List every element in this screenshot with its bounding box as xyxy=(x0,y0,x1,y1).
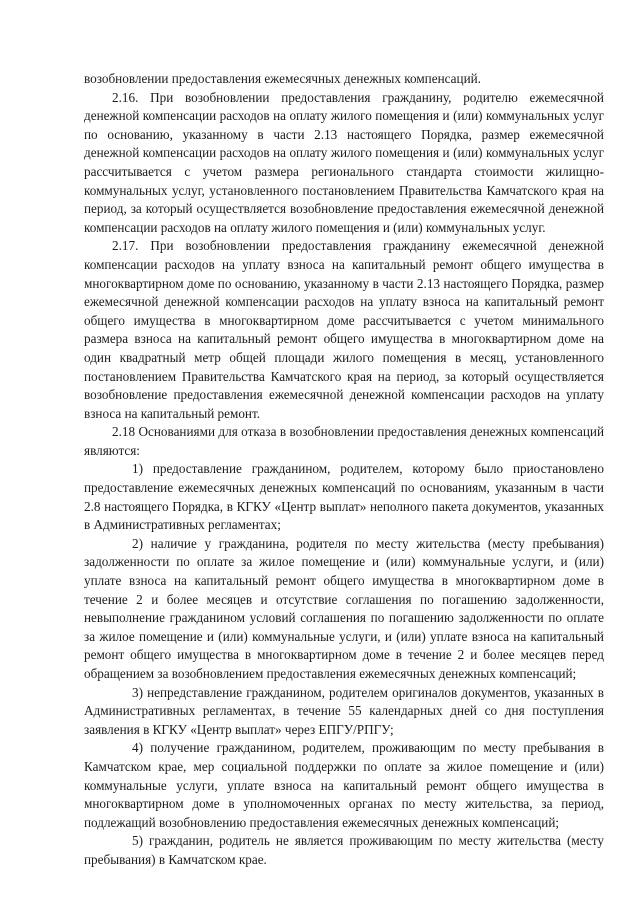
list-item-3: 3) непредставление гражданином, родителем оригиналов документов, указанных в Административных регламентах, в течение 55 календарных дней со дня поступления заявления в КГКУ «Центр выплат» через ЕПГУ/РПГУ; xyxy=(84,684,604,737)
paragraph-continuation: возобновлении предоставления ежемесячных денежных компенсаций. xyxy=(84,71,481,86)
paragraph-2-17: 2.17. При возобновлении предоставления гражданину ежемесячной денежной компенсации расходов на уплату взноса на капитальный ремонт общего имущества в многоквартирном доме по основанию, указанному в части 2.13 настоящего Порядка, размер ежемесячной денежной компенсации расходов на уплату взноса на капитальный ремонт общего имущества в многоквартирном доме рассчитывается с учетом минимального размера взноса на капитальный ремонт общего имущества в многоквартирном доме на один квадратный метр общей площади жилого помещения в месяц, установленного постановлением Правительства Камчатского края на период, за который осуществляется возобновление предоставления ежемесячной денежной компенсации расходов на уплату взноса на капитальный ремонт. xyxy=(84,238,604,421)
list-item-5: 5) гражданин, родитель не является проживающим по месту жительства (месту пребывания) в Камчатском крае. xyxy=(84,833,604,867)
paragraph-2-18: 2.18 Основаниями для отказа в возобновлении предоставления денежных компенсаций являются: xyxy=(84,424,604,458)
list-item-1: 1) предоставление гражданином, родителем, которому было приостановлено предоставление ежемесячных денежных компенсаций по основаниям, указанным в части 2.8 настоящего Порядка, в КГКУ «Центр выплат» неполного пакета документов, указанных в Административных регламентах; xyxy=(84,461,604,533)
list-item-2: 2) наличие у гражданина, родителя по месту жительства (месту пребывания) задолженности по оплате за жилое помещение и (или) коммунальные услуги, и (или) уплате взноса на капитальный ремонт общего имущества в многоквартирном доме в течение 2 и более месяцев и отсутствие соглашения по погашению задолженности, невыполнение гражданином условий соглашения по погашению задолженности по оплате за жилое помещение и (или) коммунальные услуги, и (или) уплате взноса на капитальный ремонт общего имущества в многоквартирном доме в течение 2 и более месяцев перед обращением за возобновлением предоставления ежемесячных денежных компенсаций; xyxy=(84,535,604,681)
paragraph-2-16: 2.16. При возобновлении предоставления гражданину, родителю ежемесячной денежной компенсации расходов на оплату жилого помещения и (или) коммунальных услуг по основанию, указанному в части 2.13 настоящего Порядка, размер ежемесячной денежной компенсации расходов на оплату жилого помещения и (или) коммунальных услуг рассчитывается с учетом размера регионального стандарта стоимости жилищно-коммунальных услуг, установленного постановлением Правительства Камчатского края на период, за который осуществляется возобновление предоставления ежемесячной денежной компенсации расходов на оплату жилого помещения и (или) коммунальных услуг. xyxy=(84,89,604,235)
list-item-4: 4) получение гражданином, родителем, проживающим по месту пребывания в Камчатском крае, мер социальной поддержки по оплате за жилое помещение и (или) коммунальные услуги, уплате взноса на капитальный ремонт общего имущества в многоквартирном доме в уполномоченных органах по месту жительства, за период, подлежащий возобновлению предоставления ежемесячных денежных компенсаций; xyxy=(84,740,604,830)
document-body xyxy=(84,70,604,870)
